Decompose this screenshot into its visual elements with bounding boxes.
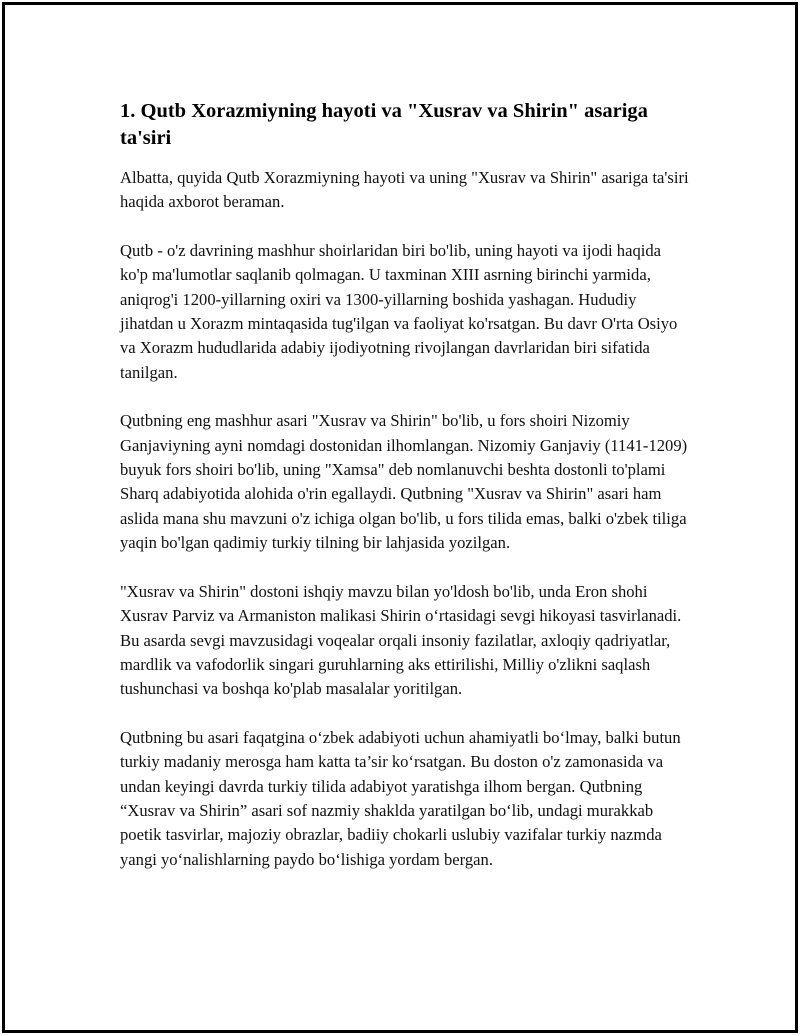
paragraph-intro: Albatta, quyida Qutb Xorazmiyning hayoti va uning "Xusrav va Shirin" asariga ta'siri haqida axborot beraman. <box>120 168 689 212</box>
document-body <box>120 98 690 896</box>
paragraph-main-work: Qutbning eng mashhur asari "Xusrav va Shirin" bo'lib, u fors shoiri Nizomiy Ganjaviyning ayni nomdagi dostonidan ilhomlangan. Nizomiy Ganjaviy (1141-1209) buyuk fors shoiri bo'lib, uning "Xamsa" deb nomlanuvchi beshta dostonli to'plami Sharq adabiyotida alohida o'rin egallaydi. Qutbning "Xusrav va Shirin" asari ham aslida mana shu mavzuni o'z ichiga olgan bo'lib, u fors tilida emas, balki o'zbek tiliga yaqin bo'lgan qadimiy turkiy tilning bir lahjasida yozilgan. <box>120 411 688 553</box>
section-heading: 1. Qutb Xorazmiyning hayoti va "Xusrav va Shirin" asariga ta'siri <box>120 100 648 149</box>
page-border <box>2 2 798 1033</box>
paragraph-plot: "Xusrav va Shirin" dostoni ishqiy mavzu bilan yo'ldosh bo'lib, unda Eron shohi Xusrav Parviz va Armaniston malikasi Shirin o‘rtasidagi sevgi hikoyasi tasvirlanadi. Bu asarda sevgi mavzusidagi voqealar orqali insoniy fazilatlar, axloqiy qadriyatlar, mardlik va vafodorlik singari guruhlarning aks ettirilishi, Milliy o'zlikni saqlash tushunchasi va boshqa ko'plab masalalar yoritilgan. <box>120 581 682 699</box>
paragraph-influence: Qutbning bu asari faqatgina o‘zbek adabiyoti uchun ahamiyatli bo‘lmay, balki butun turkiy madaniy merosga ham katta ta’sir ko‘rsatgan. Bu doston o'z zamonasida va undan keyingi davrda turkiy tilida adabiyot yaratishga ilhom bergan. Qutbning “Xusrav va Shirin” asari sof nazmiy shaklda yaratilgan bo‘lib, undagi murakkab poetik tasvirlar, majoziy obrazlar, badiiy chokarli uslubiy vazifalar turkiy nazmda yangi yo‘nalishlarning paydo bo‘lishiga yordam bergan. <box>120 727 681 869</box>
paragraph-biography: Qutb - o'z davrining mashhur shoirlaridan biri bo'lib, uning hayoti va ijodi haqida ko'p ma'lumotlar saqlanib qolmagan. U taxminan XIII asrning birinchi yarmida, aniqrog'i 1200-yillarning oxiri va 1300-yillarning boshida yashagan. Hududiy jihatdan u Xorazm mintaqasida tug'ilgan va faoliyat ko'rsatgan. Bu davr O'rta Osiyo va Xorazm hududlarida adabiy ijodiyotning rivojlangan davrlaridan biri sifatida tanilgan. <box>120 240 678 382</box>
